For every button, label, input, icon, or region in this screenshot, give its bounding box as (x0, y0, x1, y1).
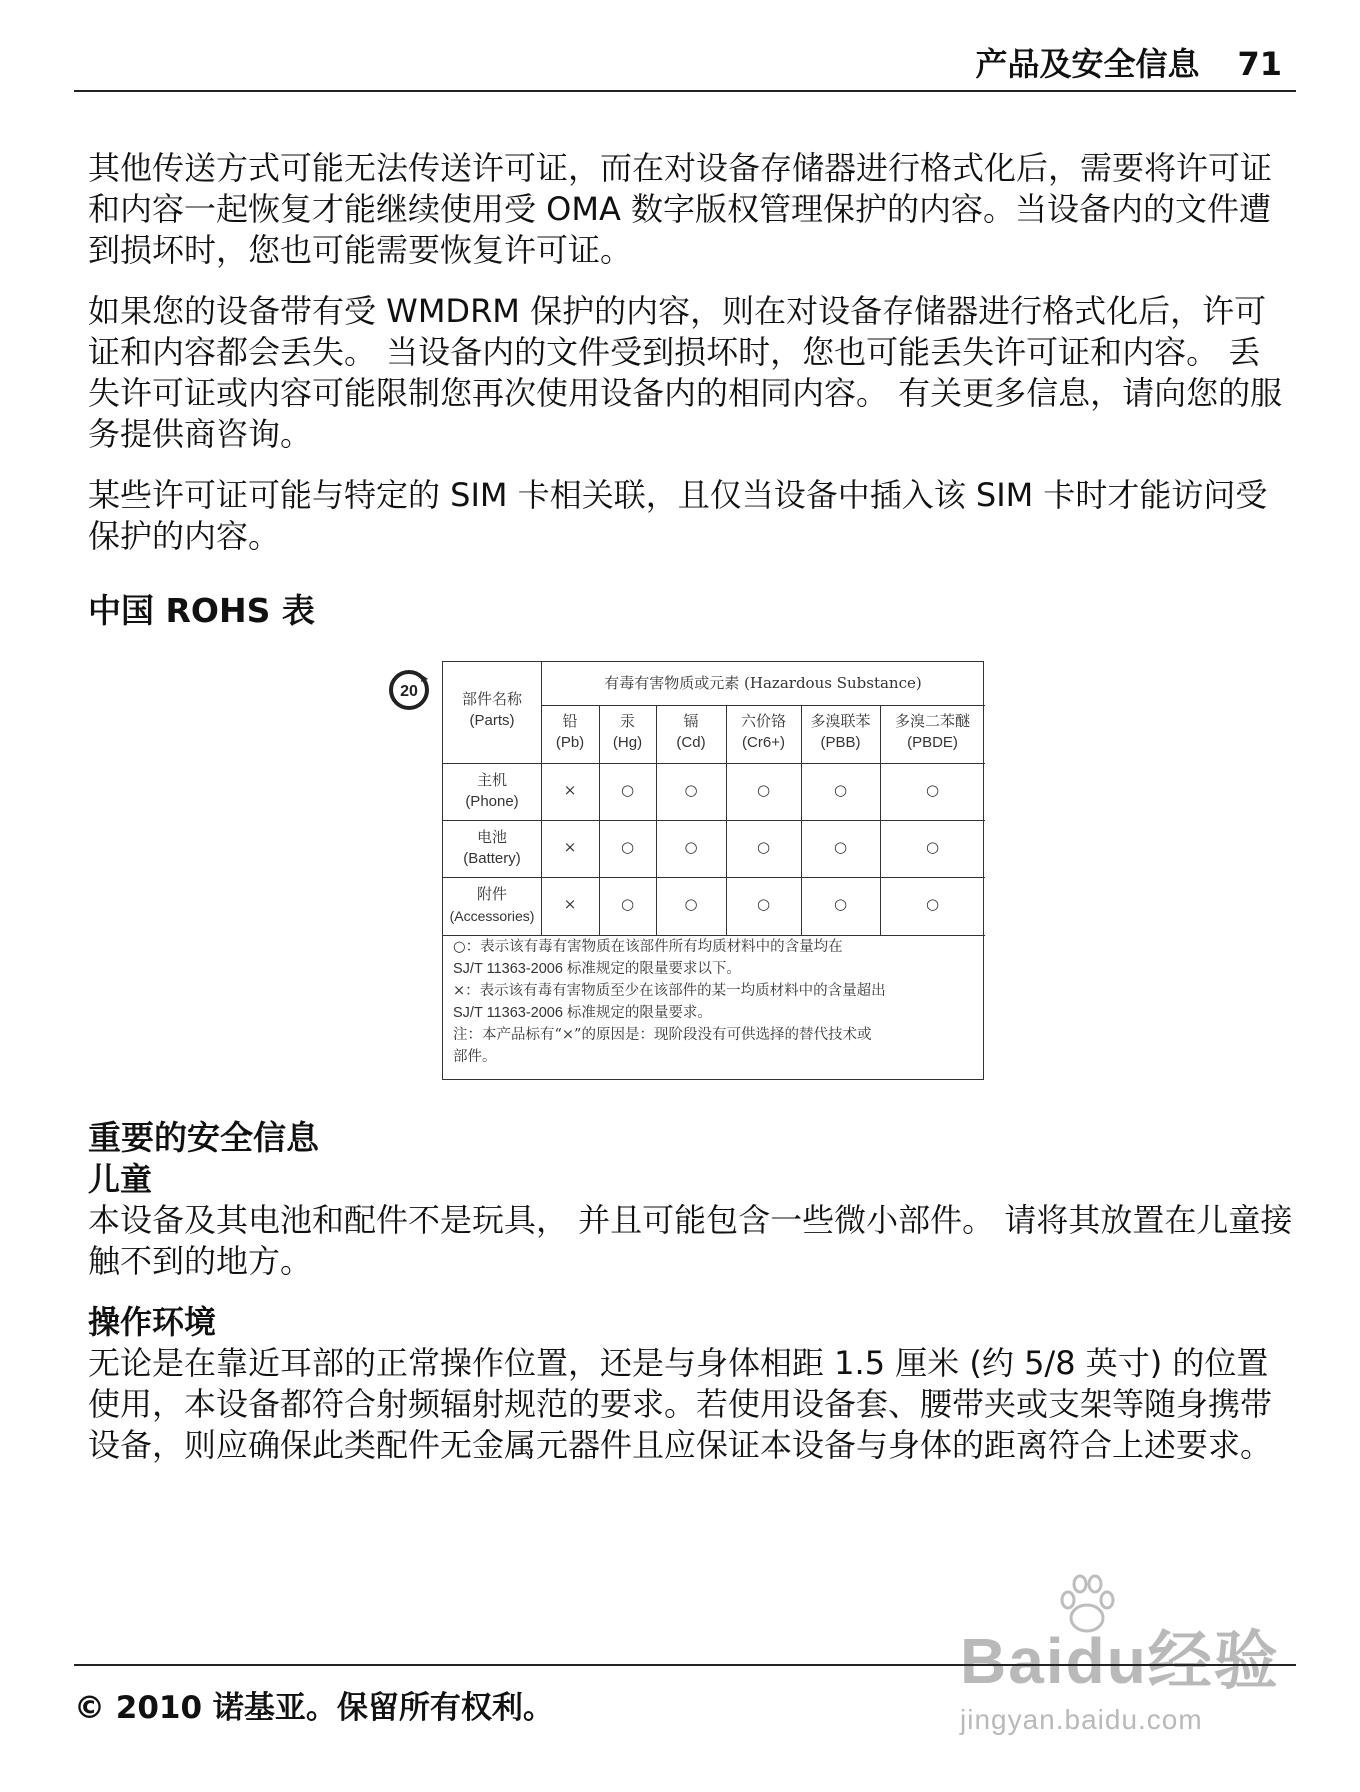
children-text: 本设备及其电池和配件不是玩具， 并且可能包含一些微小部件。 请将其放置在儿童接触不到的地方。 (88, 1201, 1293, 1280)
parts-header: 部件名称 (Parts) (461, 690, 522, 729)
environment-heading: 操作环境 (88, 1303, 217, 1341)
copyright: © 2010 诺基亚。保留所有权利。 (74, 1690, 554, 1726)
mark-cell: ○ (620, 781, 635, 799)
paragraph: 如果您的设备带有受 WMDRM 保护的内容，则在对设备存储器进行格式化后，许可证和内容都会丢失。 当设备内的文件受到损坏时，您也可能丢失许可证和内容。 丢失许可证或内容可能限制您再次使用设备内的相同内容。 有关更多信息，请向您的服务提供商咨询。 (88, 292, 1283, 453)
substance-pb: 铅 (Pb) (555, 712, 585, 751)
mark-cell: ○ (925, 781, 940, 799)
row-label-phone: 主机 (Phone) (465, 771, 519, 810)
watermark-url: jingyan.baidu.com (960, 1704, 1203, 1735)
mark-cell: × (563, 895, 577, 913)
rohs-notes (453, 936, 977, 1068)
page-number: 71 (1237, 45, 1282, 83)
note-line: ○：表示该有毒有害物质在该部件所有均质材料中的含量均在 (453, 939, 843, 955)
rohs-title: 中国 ROHS 表 (88, 591, 315, 630)
mark-cell: × (563, 838, 577, 856)
body-text (88, 148, 1288, 577)
mark-cell: × (563, 781, 577, 799)
substance-pbb: 多溴联苯 (PBB) (810, 712, 871, 751)
note-line: SJ/T 11363-2006 标准规定的限量要求。 (453, 1005, 712, 1021)
mark-cell: ○ (925, 838, 940, 856)
mark-cell: ○ (925, 895, 940, 913)
children-heading: 儿童 (88, 1160, 153, 1198)
row-label-accessories: 附件 (Accessories) (449, 885, 535, 924)
page-header (74, 44, 1296, 92)
rohs-table (442, 661, 984, 1080)
mark-cell: ○ (684, 895, 698, 913)
note-line: SJ/T 11363-2006 标准规定的限量要求以下。 (453, 961, 741, 977)
note-line: ×：表示该有毒有害物质至少在该部件的某一均质材料中的含量超出 (453, 983, 886, 999)
substance-hg: 汞 (Hg) (612, 712, 643, 751)
note-line: 注：本产品标有“×”的原因是：现阶段没有可供选择的替代技术或 (453, 1027, 872, 1043)
safety-heading: 重要的安全信息 (88, 1118, 319, 1157)
paragraph: 某些许可证可能与特定的 SIM 卡相关联，且仅当设备中插入该 SIM 卡时才能访问受保护的内容。 (88, 476, 1268, 555)
paragraph: 其他传送方式可能无法传送许可证，而在对设备存储器进行格式化后，需要将许可证和内容一起恢复才能继续使用受 OMA 数字版权管理保护的内容。当设备内的文件遭到损坏时，您也可能需要恢复许可证。 (88, 149, 1273, 269)
mark-cell: ○ (833, 781, 848, 799)
mark-cell: ○ (756, 838, 771, 856)
mark-cell: ○ (684, 781, 698, 799)
substance-cd: 镉 (Cd) (676, 712, 706, 751)
mark-cell: ○ (620, 838, 635, 856)
row-label-battery: 电池 (Battery) (463, 828, 521, 867)
substance-cr6: 六价铬 (Cr6+) (740, 712, 786, 751)
mark-cell: ○ (756, 781, 771, 799)
substance-pbde: 多溴二苯醚 (PBDE) (894, 712, 970, 751)
environment-protection-logo (388, 669, 430, 711)
header-title: 产品及安全信息 (975, 45, 1200, 83)
watermark-logo-text: Baidu经验 (960, 1625, 1280, 1697)
hazard-header: 有毒有害物质或元素 (Hazardous Substance) (604, 674, 922, 692)
logo-number: 20 (400, 683, 418, 700)
safety-section (88, 1117, 1298, 1480)
mark-cell: ○ (684, 838, 698, 856)
page-footer (74, 1664, 1296, 1728)
environment-text: 无论是在靠近耳部的正常操作位置，还是与身体相距 1.5 厘米 (约 5/8 英寸) 的位置使用，本设备都符合射频辐射规范的要求。若使用设备套、腰带夹或支架等随身携带设备，则应确保此类配件无金属元器件且应保证本设备与身体的距离符合上述要求。 (88, 1344, 1273, 1464)
mark-cell: ○ (756, 895, 771, 913)
mark-cell: ○ (833, 838, 848, 856)
note-line: 部件。 (453, 1049, 497, 1065)
mark-cell: ○ (833, 895, 848, 913)
mark-cell: ○ (620, 895, 635, 913)
